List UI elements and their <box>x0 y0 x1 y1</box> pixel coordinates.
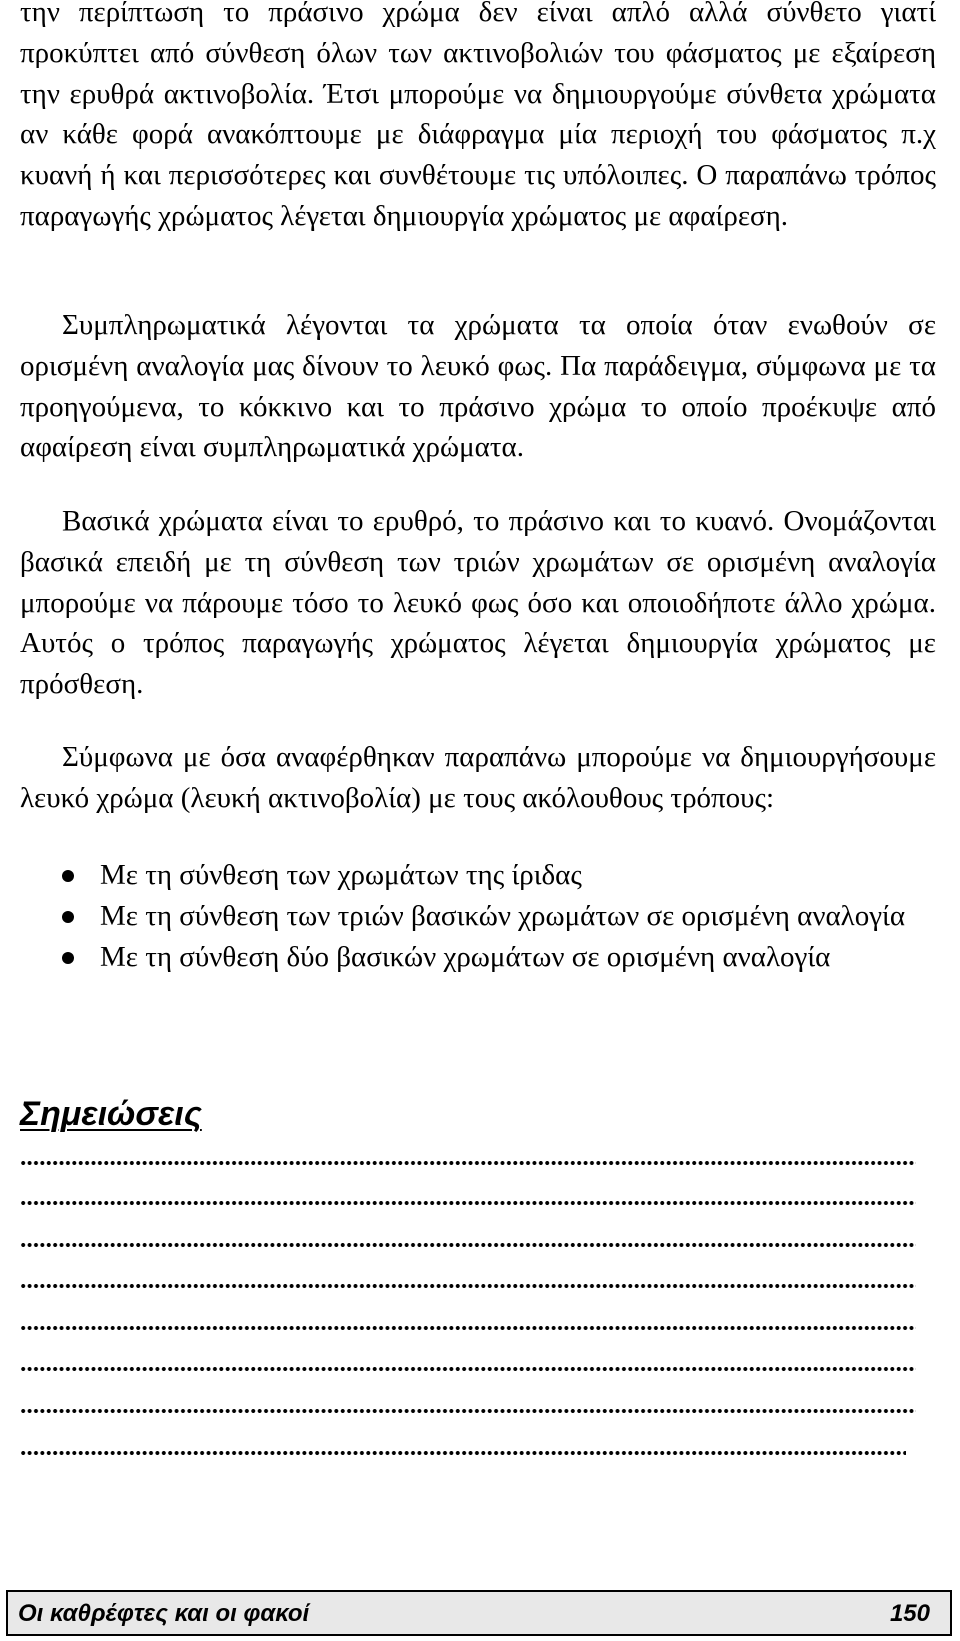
paragraph-white-light-methods: Σύμφωνα με όσα αναφέρθηκαν παραπάνω μπορούμε να δημιουργήσουμε λευκό χρώμα (λευκή ακτινοβολία) με τους ακόλουθους τρόπους: <box>20 741 936 814</box>
notes-dotted-line <box>20 1366 916 1372</box>
methods-list <box>20 855 936 977</box>
notes-dotted-line <box>20 1160 916 1166</box>
notes-dotted-line <box>20 1242 916 1248</box>
bullet-icon <box>62 911 74 923</box>
footer-page-number: 150 <box>889 1600 930 1627</box>
list-item <box>20 855 936 896</box>
notes-dotted-line <box>20 1325 916 1331</box>
notes-dotted-line <box>20 1450 906 1456</box>
notes-heading: Σημειώσεις <box>20 1095 202 1133</box>
notes-dotted-line <box>20 1408 916 1414</box>
list-item-text: Με τη σύνθεση των χρωμάτων της ίριδας <box>100 859 582 891</box>
bullet-icon <box>62 952 74 964</box>
list-item <box>20 896 936 937</box>
notes-dotted-line <box>20 1200 916 1206</box>
footer-chapter-title: Οι καθρέφτες και οι φακοί <box>18 1600 310 1627</box>
paragraph-subtractive-color: την περίπτωση το πράσινο χρώμα δεν είναι απλό αλλά σύνθετο γιατί προκύπτει από σύνθεση όλων των ακτινοβολιών του φάσματος με εξαίρεση την ερυθρά ακτινοβολία. Έτσι μπορούμε να δημιουργούμε σύνθετα χρώματα αν κάθε φορά ανακόπτουμε με διάφραγμα μία περιοχή του φάσματος π.χ κυανή ή και περισσότερες και συνθέτουμε τις υπόλοιπες. Ο παραπάνω τρόπος παραγωγής χρώματος λέγεται δημιουργία χρώματος με αφαίρεση. <box>20 0 936 232</box>
list-item <box>20 937 936 978</box>
paragraph-primary-colors: Βασικά χρώματα είναι το ερυθρό, το πράσινο και το κυανό. Ονομάζονται βασικά επειδή με τη σύνθεση των τριών χρωμάτων σε ορισμένη αναλογία μπορούμε να πάρουμε τόσο το λευκό φως όσο και οποιοδήποτε άλλο χρώμα. Αυτός ο τρόπος παραγωγής χρώματος λέγεται δημιουργία χρώματος με πρόσθεση. <box>20 505 936 701</box>
paragraph-complementary-colors: Συμπληρωματικά λέγονται τα χρώματα τα οποία όταν ενωθούν σε ορισμένη αναλογία μας δίνουν το λευκό φως. Πα παράδειγμα, σύμφωνα με τα προηγούμενα, το κόκκινο και το πράσινο χρώμα το οποίο προέκυψε από αφαίρεση είναι συμπληρωματικά χρώματα. <box>20 309 936 464</box>
bullet-icon <box>62 870 74 882</box>
notes-dotted-line <box>20 1283 916 1289</box>
list-item-text: Με τη σύνθεση των τριών βασικών χρωμάτων σε ορισμένη αναλογία <box>100 899 906 932</box>
list-item-text: Με τη σύνθεση δύο βασικών χρωμάτων σε ορισμένη αναλογία <box>100 940 831 973</box>
page-footer <box>6 1590 952 1636</box>
